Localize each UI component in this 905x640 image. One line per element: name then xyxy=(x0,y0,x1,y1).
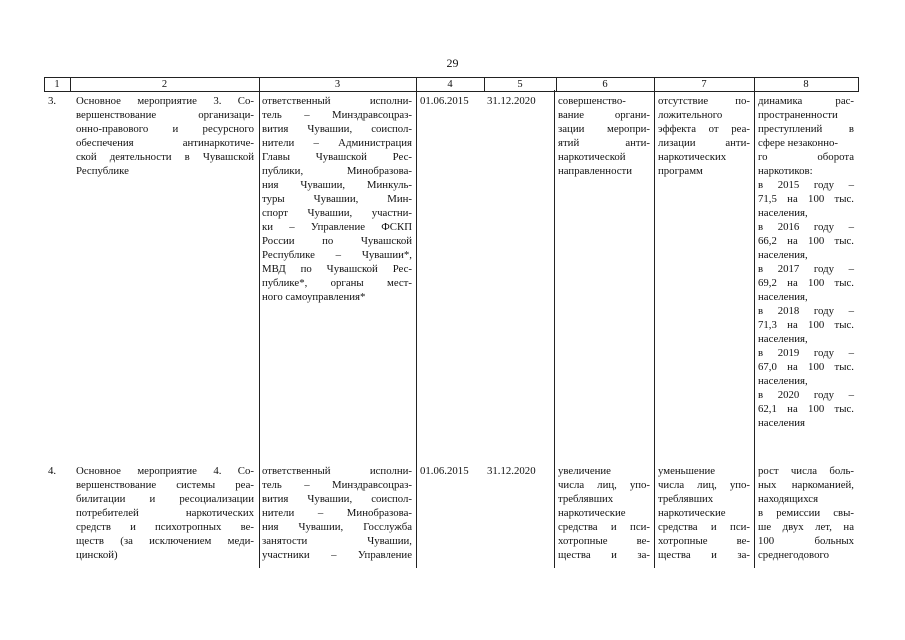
col-header-8: 8 xyxy=(803,79,809,90)
indicator-cell: рост числа боль- ных наркоманией, находящихся в ремиссии свы- ше двух лет, на 100 больных среднегодового xyxy=(758,465,854,561)
measure-name-cell: Основное мероприятие 3. Со- вершенствование организаци- онно-правового и ресурсного обеспечения антинаркотиче- ской деятельности в Чувашской Республике xyxy=(76,95,254,177)
row-number: 4. xyxy=(48,465,57,477)
col-header-2: 2 xyxy=(161,79,168,90)
responsible-cell: ответственный исполни- тель – Минздравсоцраз- вития Чувашии, соиспол- нители – Минобразова- ния Чувашии, Госслужба занятости Чувашии, участники – Управление xyxy=(262,465,412,561)
col-header-6: 6 xyxy=(602,79,608,90)
measure-name-cell: Основное мероприятие 4. Со- вершенствование системы реа- билитации и ресоциализации потребителей наркотических средств и психотропных ве- ществ (за исключением меди- цинской) xyxy=(76,465,254,561)
expected-result-cell: совершенство- вание органи- зации меропри- ятий анти- наркотической направленности xyxy=(558,95,650,177)
start-date: 01.06.2015 xyxy=(420,95,469,107)
col-header-4: 4 xyxy=(447,79,453,90)
row-number: 3. xyxy=(48,95,57,107)
measures-table xyxy=(44,77,859,92)
col-header-1: 1 xyxy=(54,79,60,90)
indicator-cell: динамика рас- пространенности преступлений в сфере незаконно- го оборота наркотиков: в 2015 году – 71,5 на 100 тыс. населения, в 2016 году – 66,2 на 100 тыс. населения, в 2017 году – 69,2 на 100 тыс. населения, в 2018 году – 71,3 на 100 тыс. населения, в 2019 году – 67,0 на 100 тыс. населения, в 2020 году – 62,1 на 100 тыс. населения xyxy=(758,95,854,429)
end-date: 31.12.2020 xyxy=(487,95,536,107)
end-date: 31.12.2020 xyxy=(487,465,536,477)
col-header-7: 7 xyxy=(701,79,707,90)
table-header-row xyxy=(44,77,859,92)
page-number: 29 xyxy=(446,56,459,70)
consequence-cell: уменьшение числа лиц, упо- треблявших наркотические средства и пси- хотропные ве- щества и за- xyxy=(658,465,750,561)
responsible-cell: ответственный исполни- тель – Минздравсоцраз- вития Чувашии, соиспол- нители – Администрация Главы Чувашской Рес- публики, Минобразова- ния Чувашии, Минкуль- туры Чувашии, Мин- спорт Чувашии, участни- ки – Управление ФСКП России по Чувашской Республике – Чувашии*, МВД по Чувашской Рес- публике*, органы мест- ного самоуправления* xyxy=(262,95,412,303)
start-date: 01.06.2015 xyxy=(420,465,469,477)
col-header-3: 3 xyxy=(334,79,341,90)
expected-result-cell: увеличение числа лиц, упо- треблявших наркотические средства и пси- хотропные ве- щества и за- xyxy=(558,465,650,561)
consequence-cell: отсутствие по- ложительного эффекта от реа- лизации анти- наркотических программ xyxy=(658,95,750,177)
col-header-5: 5 xyxy=(517,79,523,90)
